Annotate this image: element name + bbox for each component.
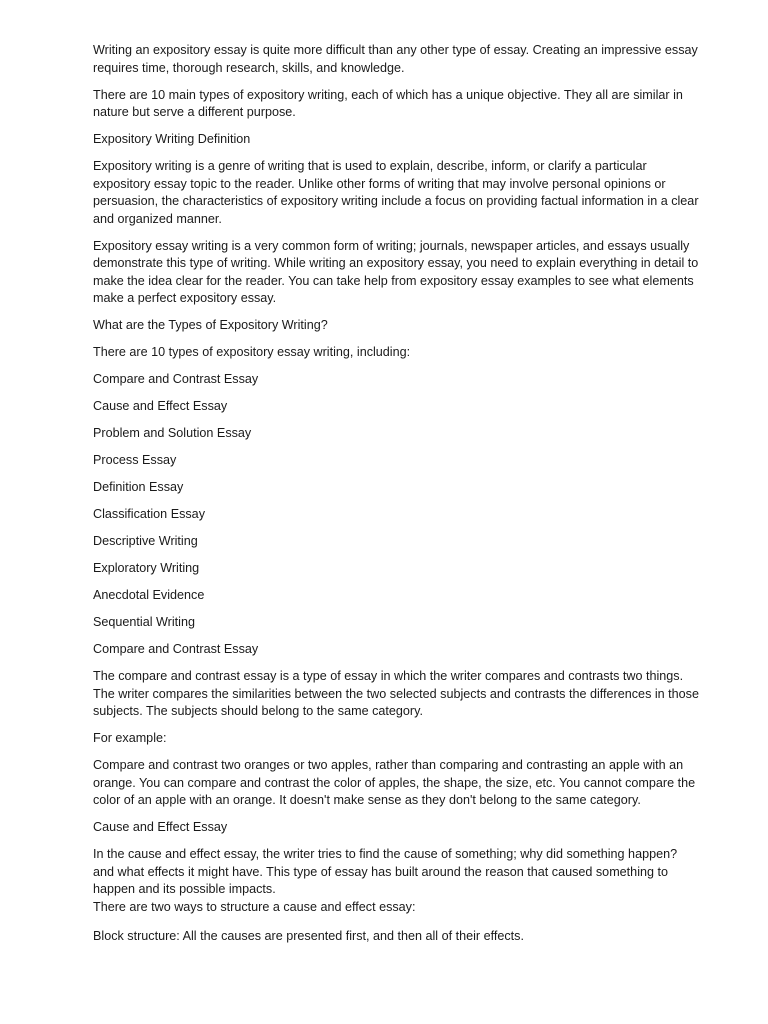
document-page: [93, 42, 699, 955]
list-item: Exploratory Writing: [93, 561, 200, 575]
types-heading: What are the Types of Expository Writing?: [93, 318, 328, 332]
list-item: Definition Essay: [93, 480, 184, 494]
list-item: Descriptive Writing: [93, 534, 198, 548]
block-structure-paragraph: Block structure: All the causes are presented first, and then all of their effects.: [93, 929, 524, 943]
compare-contrast-heading: Compare and Contrast Essay: [93, 642, 259, 656]
types-intro-paragraph: There are 10 types of expository essay writing, including:: [93, 345, 411, 359]
list-item: Classification Essay: [93, 507, 205, 521]
types-overview-paragraph: There are 10 main types of expository writing, each of which has a unique objective. They all are similar in nature but serve a different purpose.: [93, 87, 683, 119]
intro-paragraph: Writing an expository essay is quite more difficult than any other type of essay. Creating an impressive essay requires time, thorough research, skills, and knowledge.: [93, 43, 698, 75]
structure-ways-paragraph: There are two ways to structure a cause and effect essay:: [93, 899, 416, 914]
compare-contrast-paragraph: The compare and contrast essay is a type of essay in which the writer compares and contrasts two things. The writer compares the similarities between the two selected subjects and contrasts the differences in those subjects. The subjects should belong to the same category.: [93, 669, 699, 718]
list-item: Anecdotal Evidence: [93, 588, 205, 602]
list-item: Process Essay: [93, 453, 177, 467]
list-item: Cause and Effect Essay: [93, 399, 228, 413]
cause-effect-heading: Cause and Effect Essay: [93, 820, 228, 834]
definition-heading: Expository Writing Definition: [93, 132, 251, 146]
cause-effect-paragraph: In the cause and effect essay, the writer tries to find the cause of something; why did something happen? and what effects it might have. This type of essay has built around the reason that caused something to happen and its possible impacts.: [93, 847, 678, 896]
example-paragraph: Compare and contrast two oranges or two apples, rather than comparing and contrasting an apple with an orange. You can compare and contrast the color of apples, the shape, the size, etc. You cannot compare the color of an apple with an orange. It doesn't make sense as they don't belong to the same category.: [93, 758, 696, 807]
list-item: Problem and Solution Essay: [93, 426, 252, 440]
definition-paragraph: Expository writing is a genre of writing that is used to explain, describe, inform, or clarify a particular expository essay topic to the reader. Unlike other forms of writing that may involve personal opinions or persuasion, the characteristics of expository writing include a focus on providing factual information in a clear and organized manner.: [93, 159, 699, 226]
list-item: Compare and Contrast Essay: [93, 372, 259, 386]
list-item: Sequential Writing: [93, 615, 195, 629]
common-form-paragraph: Expository essay writing is a very common form of writing; journals, newspaper articles, and essays usually demonstrate this type of writing. While writing an expository essay, you need to explain everything in detail to make the idea clear for the reader. You can take help from expository essay examples to see what elements make a perfect expository essay.: [93, 238, 699, 305]
for-example-label: For example:: [93, 731, 167, 745]
